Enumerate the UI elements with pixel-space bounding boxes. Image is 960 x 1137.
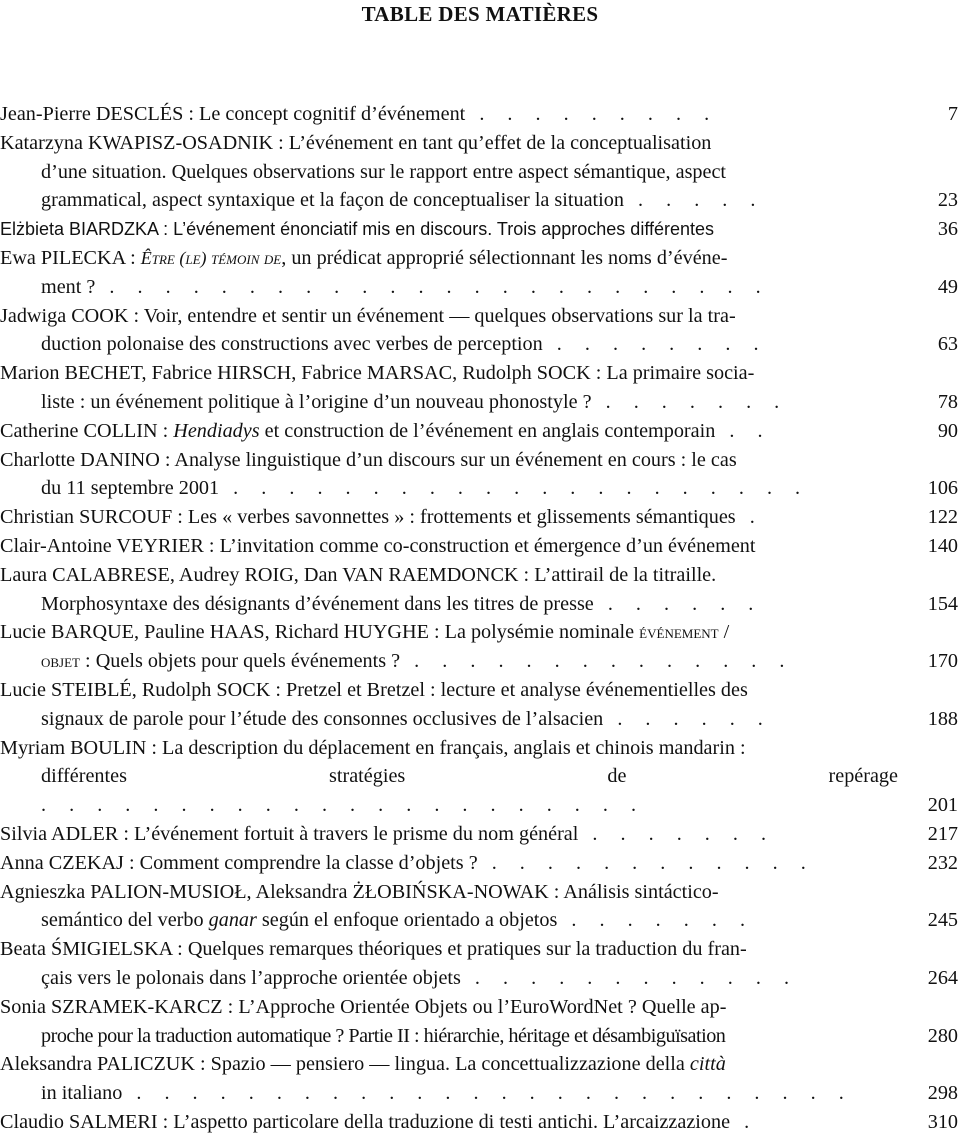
dot-leader: . . . . . . . . . [465,103,719,125]
entry-line-1: Agnieszka PALION-MUSIOŁ, Aleksandra ŻŁOBIŃSKA-NOWAK : Análisis sintáctico- [0,880,719,903]
toc-list [0,100,960,1137]
dot-leader: . . . . . . . . . . . . [460,966,798,989]
page-number: 245 [927,909,958,932]
entry-line-2: différentes stratégies de repérage . . . . . . . . . . . . . . . . . . . . . . [41,765,898,817]
dot-leader: . . . . . . . . . . . . . . [400,650,794,673]
small-caps-term: événement [639,622,719,643]
entry-line-1: Marion BECHET, Fabrice HIRSCH, Fabrice MARSAC, Rudolph SOCK : La primaire socia- [0,362,755,385]
entry-line-1: Claudio SALMERI : L’aspetto particolare della traduzione di testi antichi. L’arcaizzazione . [0,1110,759,1133]
toc-entry[interactable] [0,676,960,734]
dot-leader: . . . . . . . [557,909,754,932]
dot-leader: . [730,1110,759,1133]
entry-line-1: Anna CZEKAJ : Comment comprendre la classe d’objets ? . . . . . . . . . . . . [0,851,815,874]
dot-leader: . . [715,419,772,442]
entry-line-2: semántico del verbo ganar según el enfoque orientado a objetos . . . . . . . [41,909,754,932]
entry-line-2: objet : Quels objets pour quels événements ? . . . . . . . . . . . . . . [41,650,794,673]
toc-entry[interactable] [0,417,960,446]
dot-leader: . . . . . . [603,707,772,730]
italic-term: Hendiadys [173,419,260,442]
entry-line-1: Elżbieta BIARDZKA : L’événement énonciatif mis en discours. Trois approches différentes [0,219,715,240]
page-number: 78 [937,390,958,413]
page-number: 140 [927,534,958,557]
page-number: 106 [927,477,958,500]
entry-line-1: Laura CALABRESE, Audrey ROIG, Dan VAN RAEMDONCK : L’attirail de la titraille. [0,563,717,586]
page-number: 232 [927,851,958,874]
italic-term: città [689,1053,726,1076]
dot-leader: . . . . . . . . [542,333,768,356]
toc-entry[interactable] [0,1108,960,1137]
page-number: 63 [937,333,958,356]
dot-leader: . . . . . . . [578,822,776,845]
page-number: 170 [927,650,958,673]
toc-entry[interactable] [0,359,960,417]
dot-leader: . . . . . [623,189,765,212]
entry-line-2: d’une situation. Quelques observations sur le rapport entre aspect sémantique, aspect [41,160,727,183]
toc-entry[interactable] [0,820,960,849]
toc-entry[interactable] [0,878,960,936]
dot-leader: . . . . . . [593,592,763,615]
entry-line-1: Christian SURCOUF : Les « verbes savonnettes » : frottements et glissements sémantiques . [0,506,764,529]
entry-line-1: Jean-Pierre DESCLÉS : Le concept cognitif d’événement . . . . . . . . . [0,103,719,125]
entry-line-2: liste : un événement politique à l’origine d’un nouveau phonostyle ? . . . . . . . [41,390,789,413]
entry-line-1: Lucie BARQUE, Pauline HAAS, Richard HUYGHE : La polysémie nominale événement / [0,621,730,644]
toc-entry[interactable] [0,302,960,360]
small-caps-term: Être (le) témoin de [140,247,282,268]
page-number: 217 [927,822,958,845]
toc-entry[interactable] [0,129,960,215]
entry-line-1: Catherine COLLIN : Hendiadys et construction de l’événement en anglais contemporain . . [0,419,772,442]
page-number: 201 [927,794,958,817]
page-number: 23 [937,189,958,212]
toc-entry[interactable] [0,561,960,619]
dot-leader: . . . . . . . . . . . . [477,851,815,874]
page-number: 264 [927,966,958,989]
dot-leader: . [735,506,764,529]
toc-entry[interactable] [0,532,960,561]
entry-line-1: Sonia SZRAMEK-KARCZ : L’Approche Orientée Objets ou l’EuroWordNet ? Quelle ap- [0,995,727,1018]
toc-entry[interactable] [0,618,960,676]
entry-line-1: Lucie STEIBLÉ, Rudolph SOCK : Pretzel et Bretzel : lecture et analyse événementielles des [0,678,748,701]
dot-leader: . . . . . . . . . . . . . . . . . . . . . [219,477,810,500]
page-number: 90 [937,419,958,442]
toc-entry[interactable] [0,446,960,504]
toc-entry[interactable] [0,100,960,129]
page-number: 298 [927,1082,958,1105]
page-number: 36 [937,218,958,241]
dot-leader: . . . . . . . [591,390,789,413]
entry-line-2: çais vers le polonais dans l’approche orientée objets . . . . . . . . . . . . [41,966,798,989]
toc-entry[interactable] [0,215,960,244]
entry-line-3: grammatical, aspect syntaxique et la façon de conceptualiser la situation . . . . . [41,189,765,212]
entry-line-2: proche pour la traduction automatique ? Partie II : hiérarchie, héritage et désambiguïsation [41,1024,726,1047]
entry-line-2: ment ? . . . . . . . . . . . . . . . . . . . . . . . . [41,275,770,298]
entry-line-2: duction polonaise des constructions avec verbes de perception . . . . . . . . [41,333,768,356]
italic-term: ganar [208,909,257,932]
toc-entry[interactable] [0,734,960,820]
entry-line-1: Myriam BOULIN : La description du déplacement en français, anglais et chinois mandarin : [0,736,746,759]
toc-entry[interactable] [0,503,960,532]
dot-leader: . . . . . . . . . . . . . . . . . . . . . . . . . . [122,1082,853,1105]
entry-line-1: Aleksandra PALICZUK : Spazio — pensiero — lingua. La concettualizzazione della città [0,1053,726,1076]
entry-line-1: Silvia ADLER : L’événement fortuit à travers le prisme du nom général . . . . . . . [0,822,776,845]
dot-leader: . . . . . . . . . . . . . . . . . . . . . . . . [95,275,770,298]
page-number: 122 [927,506,958,529]
toc-entry[interactable] [0,849,960,878]
entry-line-2: in italiano . . . . . . . . . . . . . . . . . . . . . . . . . . [41,1082,853,1105]
page-number: 188 [927,707,958,730]
entry-line-2: du 11 septembre 2001 . . . . . . . . . . . . . . . . . . . . . [41,477,810,500]
page-number: 49 [937,275,958,298]
page-number: 154 [927,592,958,615]
entry-line-1: Katarzyna KWAPISZ-OSADNIK : L’événement en tant qu’effet de la conceptualisation [0,131,712,154]
toc-entry[interactable] [0,1050,960,1108]
entry-line-1: Ewa PILECKA : Être (le) témoin de, un prédicat approprié sélectionnant les noms d’événe- [0,246,728,269]
dot-leader: . . . . . . . . . . . . . . . . . . . . . . [41,794,646,817]
page-title: TABLE DES MATIÈRES [361,2,599,26]
page-number: 280 [927,1024,958,1047]
toc-entry[interactable] [0,993,960,1051]
entry-line-1: Clair-Antoine VEYRIER : L’invitation comme co-construction et émergence d’un événement [0,534,756,557]
entry-line-1: Charlotte DANINO : Analyse linguistique d’un discours sur un événement en cours : le cas [0,448,737,471]
small-caps-term: objet [41,651,80,672]
toc-entry[interactable] [0,935,960,993]
page-number: 7 [947,103,958,125]
entry-line-1: Jadwiga COOK : Voir, entendre et sentir un événement — quelques observations sur la tra- [0,304,736,327]
page-number: 310 [927,1110,958,1133]
entry-line-2: Morphosyntaxe des désignants d’événement dans les titres de presse . . . . . . [41,592,763,615]
entry-line-2: signaux de parole pour l’étude des consonnes occlusives de l’alsacien . . . . . . [41,707,772,730]
entry-line-1: Beata ŚMIGIELSKA : Quelques remarques théoriques et pratiques sur la traduction du fran- [0,938,747,961]
toc-entry[interactable] [0,244,960,302]
